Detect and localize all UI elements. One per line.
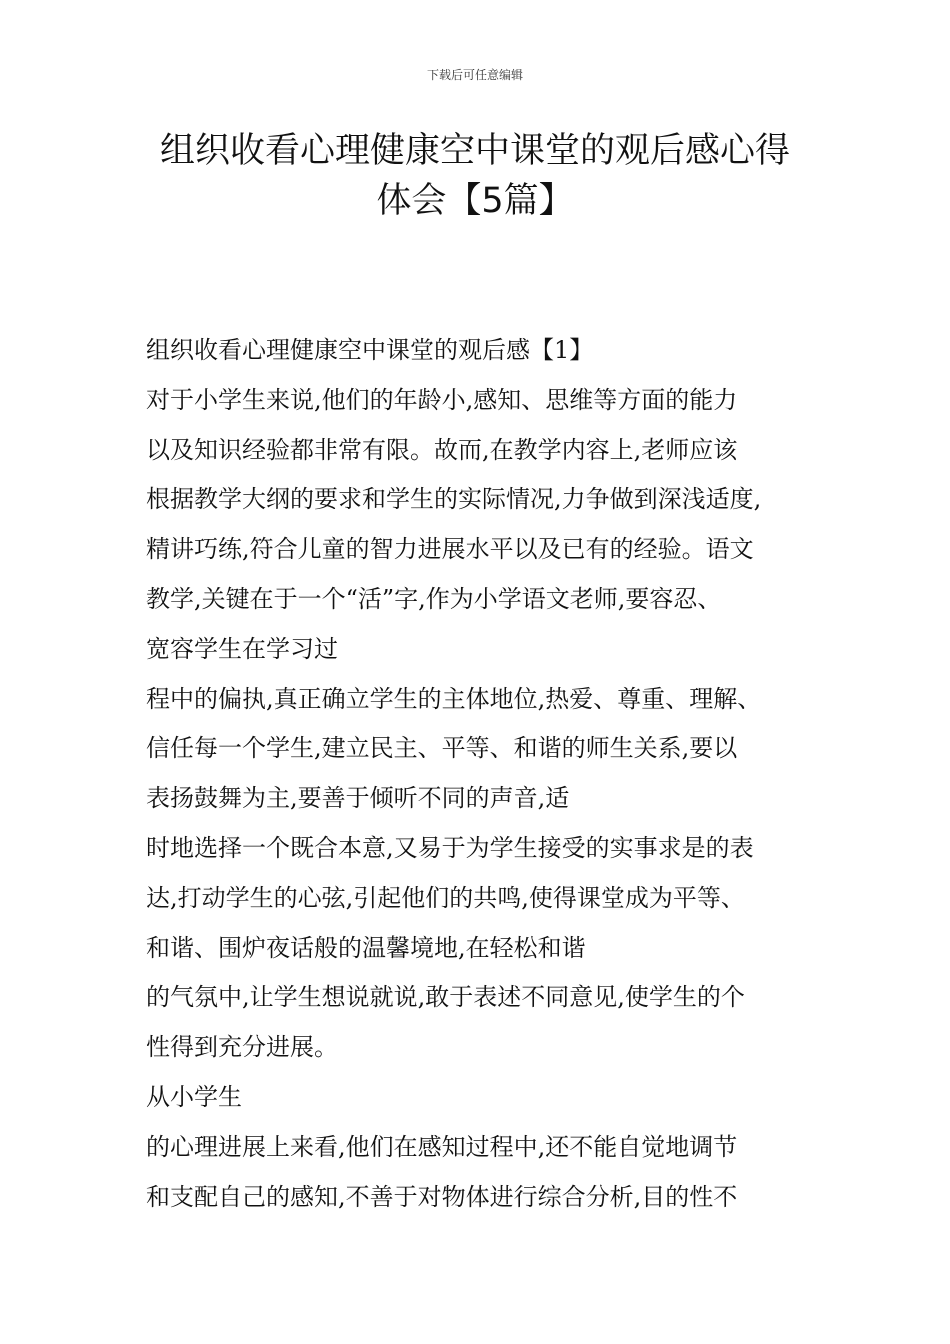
text-line: 教学,关键在于一个“活”字,作为小学语文老师,要容忍、 (146, 584, 722, 613)
text-line: 性得到充分进展。 (146, 1033, 338, 1062)
title-line-2: 体会【5篇】 (376, 181, 574, 221)
text-line: 和支配自己的感知,不善于对物体进行综合分析,目的性不 (146, 1182, 738, 1211)
section-heading: 组织收看心理健康空中课堂的观后感【1】 (146, 336, 594, 364)
text-line: 程中的偏执,真正确立学生的主体地位,热爱、尊重、理解、 (146, 684, 762, 713)
text-line: 信任每一个学生,建立民主、平等、和谐的师生关系,要以 (146, 734, 738, 763)
text-line: 达,打动学生的心弦,引起他们的共鸣,使得课堂成为平等、 (146, 883, 745, 912)
text-line: 的心理进展上来看,他们在感知过程中,还不能自觉地调节 (146, 1132, 738, 1161)
text-line: 对于小学生来说,他们的年龄小,感知、思维等方面的能力 (146, 385, 738, 414)
document-title (120, 126, 830, 226)
text-line: 从小学生 (146, 1082, 242, 1111)
text-line: 表扬鼓舞为主,要善于倾听不同的声音,适 (146, 784, 570, 813)
document-body (146, 326, 836, 1222)
header-note: 下载后可任意编辑 (426, 68, 523, 82)
text-line: 和谐、围炉夜话般的温馨境地,在轻松和谐 (146, 933, 586, 962)
title-line-1: 组织收看心理健康空中课堂的观后感心得 (159, 131, 790, 171)
text-line: 宽容学生在学习过 (146, 634, 338, 663)
text-line: 根据教学大纲的要求和学生的实际情况,力争做到深浅适度, (146, 485, 762, 514)
text-line: 的气氛中,让学生想说就说,敢于表述不同意见,使学生的个 (146, 983, 745, 1012)
text-line: 以及知识经验都非常有限。故而,在教学内容上,老师应该 (146, 435, 738, 464)
text-line: 时地选择一个既合本意,又易于为学生接受的实事求是的表 (146, 833, 754, 862)
text-line: 精讲巧练,符合儿童的智力进展水平以及已有的经验。语文 (146, 535, 754, 564)
